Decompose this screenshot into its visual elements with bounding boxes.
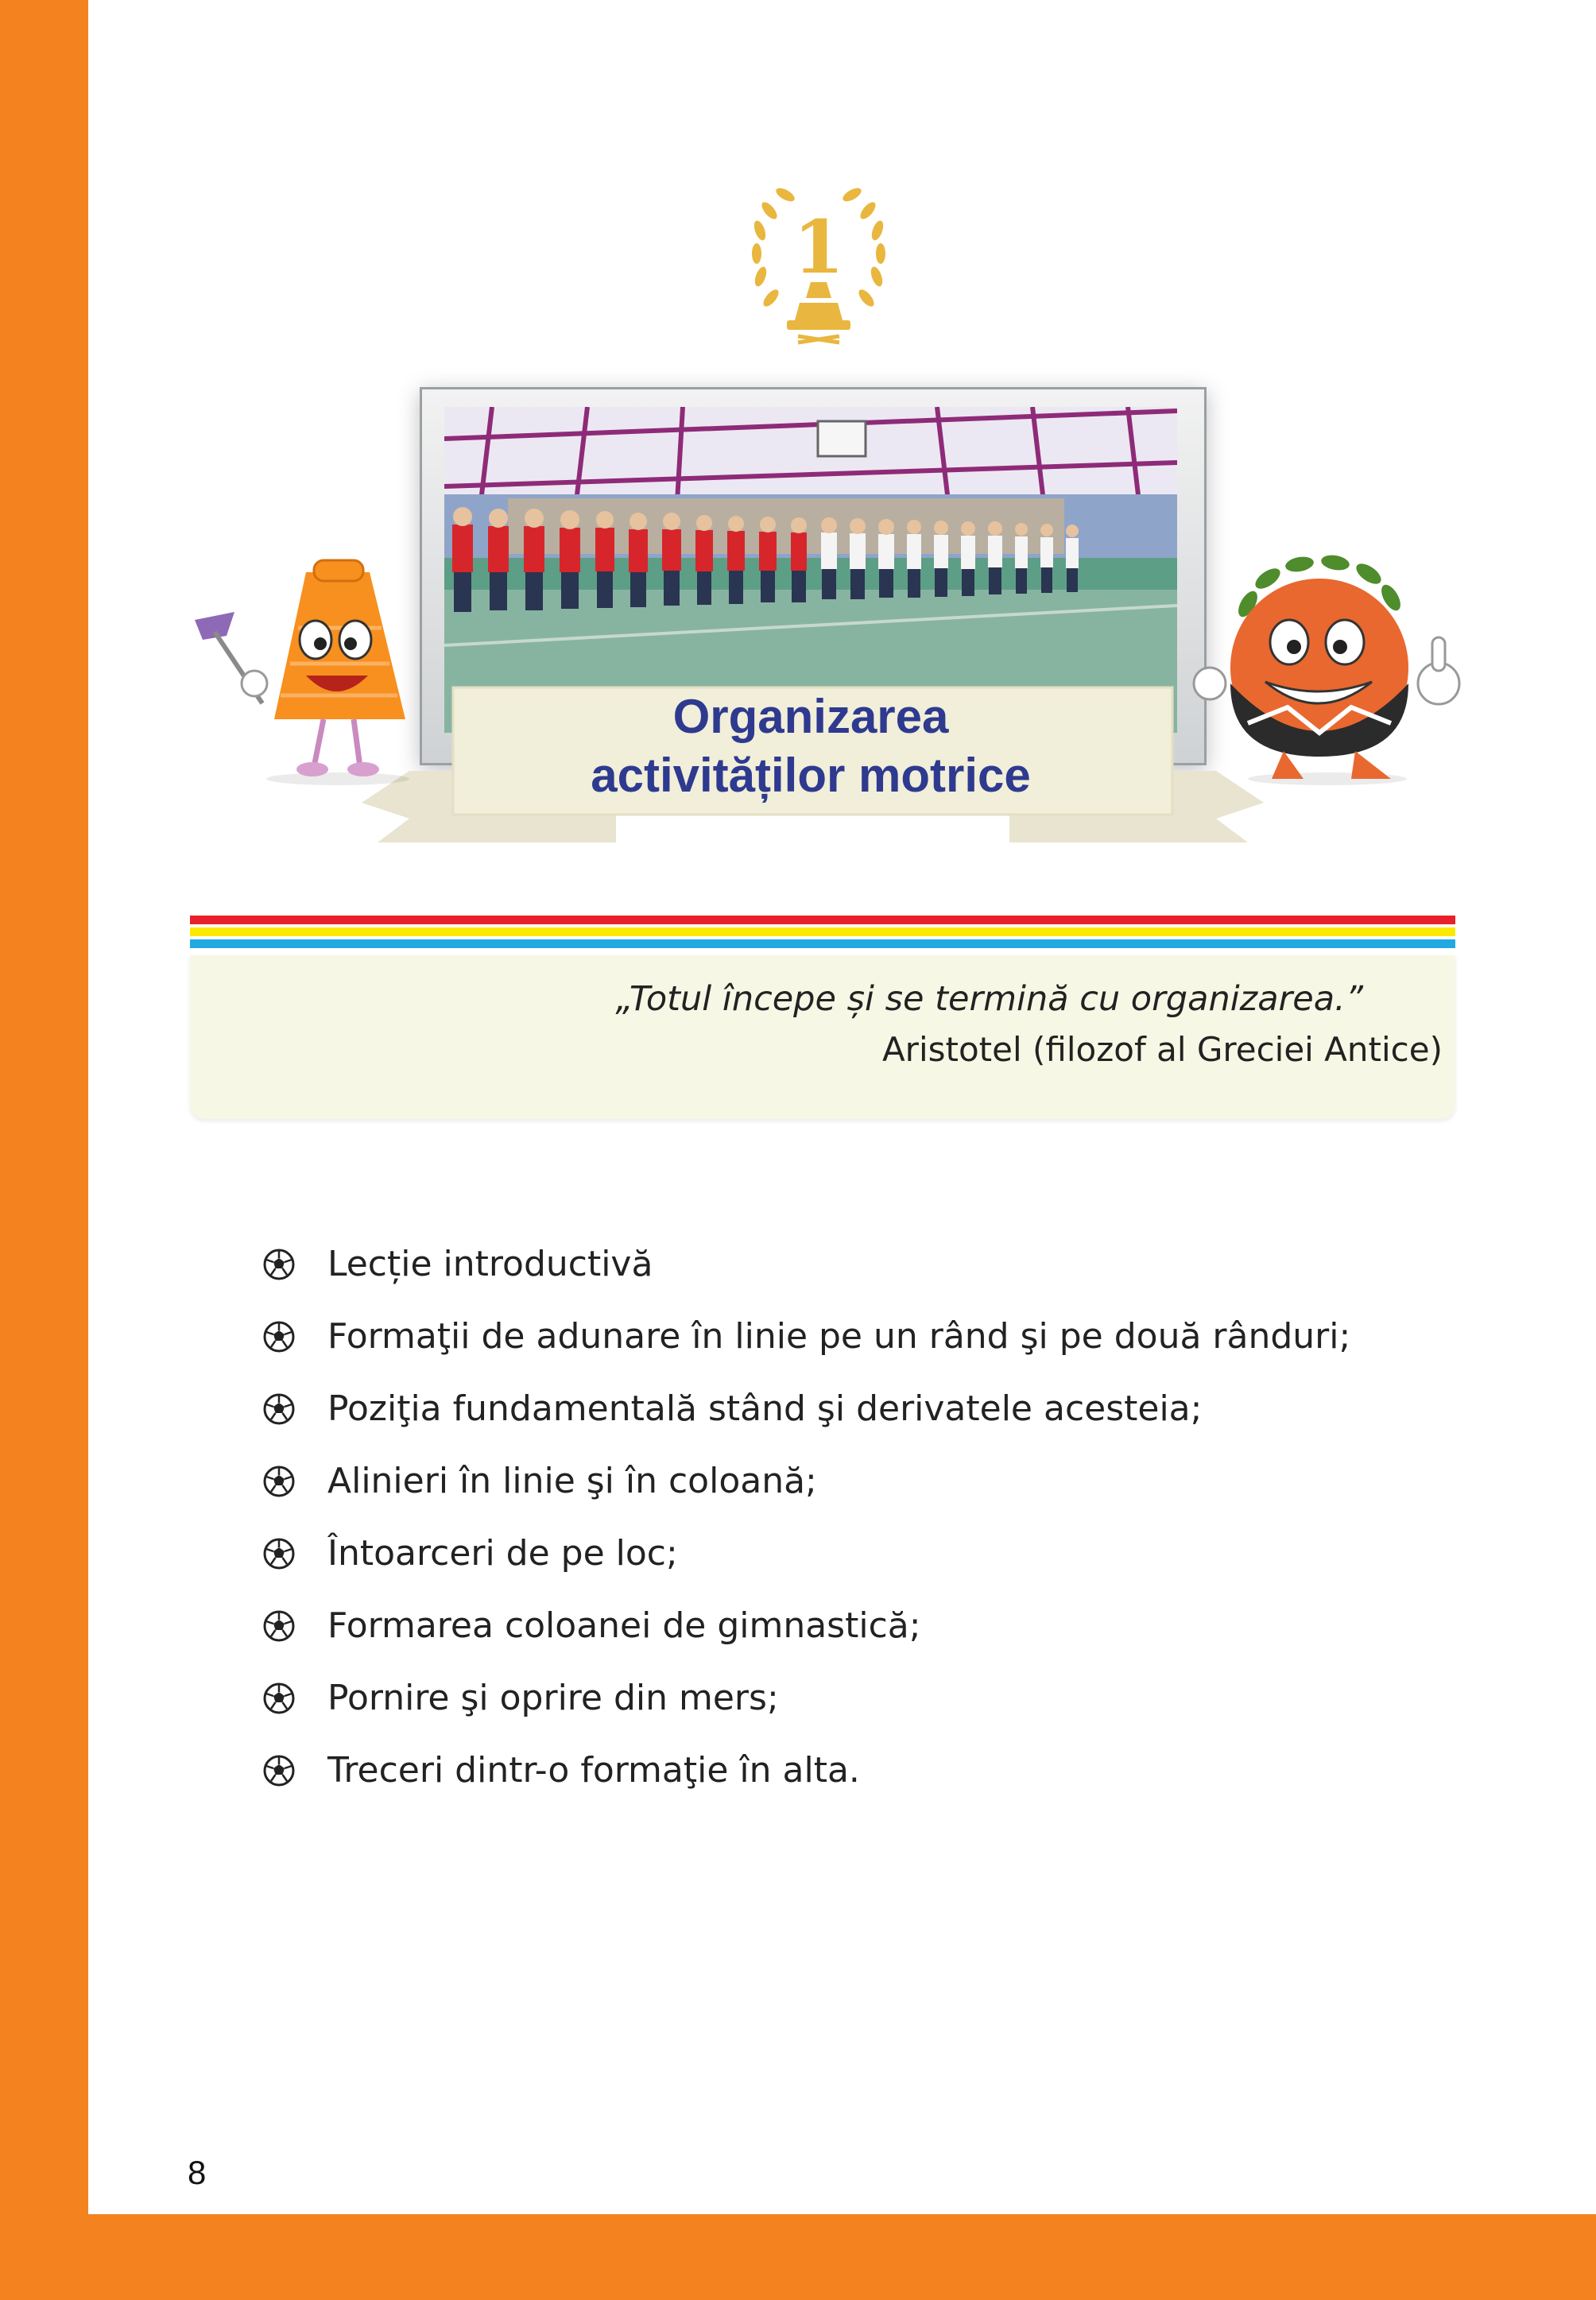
- list-item: [262, 1445, 1350, 1517]
- quote-box: [190, 955, 1455, 1119]
- soccer-ball-icon: [262, 1537, 296, 1570]
- left-orange-bar: [0, 0, 88, 2300]
- topic-text: Lecție introductivă: [327, 1244, 653, 1284]
- soccer-ball-icon: [262, 1320, 296, 1353]
- list-item: [262, 1228, 1350, 1300]
- list-item: [262, 1300, 1350, 1373]
- tricolor-stripes: [190, 916, 1455, 954]
- trophy-laurel-icon: [739, 179, 898, 346]
- list-item: [262, 1373, 1350, 1445]
- topic-text: Întoarceri de pe loc;: [327, 1533, 678, 1574]
- topic-list: [262, 1228, 1350, 1806]
- list-item: [262, 1589, 1350, 1662]
- topic-text: Pornire şi oprire din mers;: [327, 1678, 779, 1718]
- soccer-ball-icon: [262, 1465, 296, 1498]
- list-item: [262, 1734, 1350, 1806]
- chapter-title-line2: activităților motrice: [591, 749, 1031, 802]
- quote-author: Aristotel (filozof al Greciei Antice): [881, 1030, 1443, 1069]
- quote-text: „Totul începe și se termină cu organizarea.”: [615, 979, 1363, 1019]
- topic-text: Alinieri în linie şi în coloană;: [327, 1461, 817, 1501]
- soccer-ball-mascot-icon: [1192, 548, 1478, 787]
- list-item: [262, 1517, 1350, 1589]
- page-number: 8: [188, 2154, 207, 2191]
- soccer-ball-icon: [262, 1248, 296, 1281]
- bottom-orange-bar: [0, 2214, 1596, 2300]
- chapter-title-line1: Organizarea: [672, 690, 949, 743]
- list-item: [262, 1662, 1350, 1734]
- stripe-red: [190, 916, 1455, 924]
- stripe-blue: [190, 939, 1455, 948]
- chapter-title: [453, 687, 1168, 805]
- trophy-number: 1: [792, 204, 845, 290]
- topic-text: Formarea coloanei de gimnastică;: [327, 1605, 921, 1646]
- topic-text: Formaţii de adunare în linie pe un rând şi pe două rânduri;: [327, 1316, 1351, 1357]
- shuttlecock-mascot-icon: [187, 556, 449, 787]
- soccer-ball-icon: [262, 1609, 296, 1643]
- soccer-ball-icon: [262, 1392, 296, 1426]
- stripe-yellow: [190, 927, 1455, 936]
- soccer-ball-icon: [262, 1682, 296, 1715]
- soccer-ball-icon: [262, 1754, 296, 1787]
- topic-text: Treceri dintr-o formaţie în alta.: [327, 1750, 860, 1791]
- topic-text: Poziţia fundamentală stând şi derivatele acesteia;: [327, 1388, 1203, 1429]
